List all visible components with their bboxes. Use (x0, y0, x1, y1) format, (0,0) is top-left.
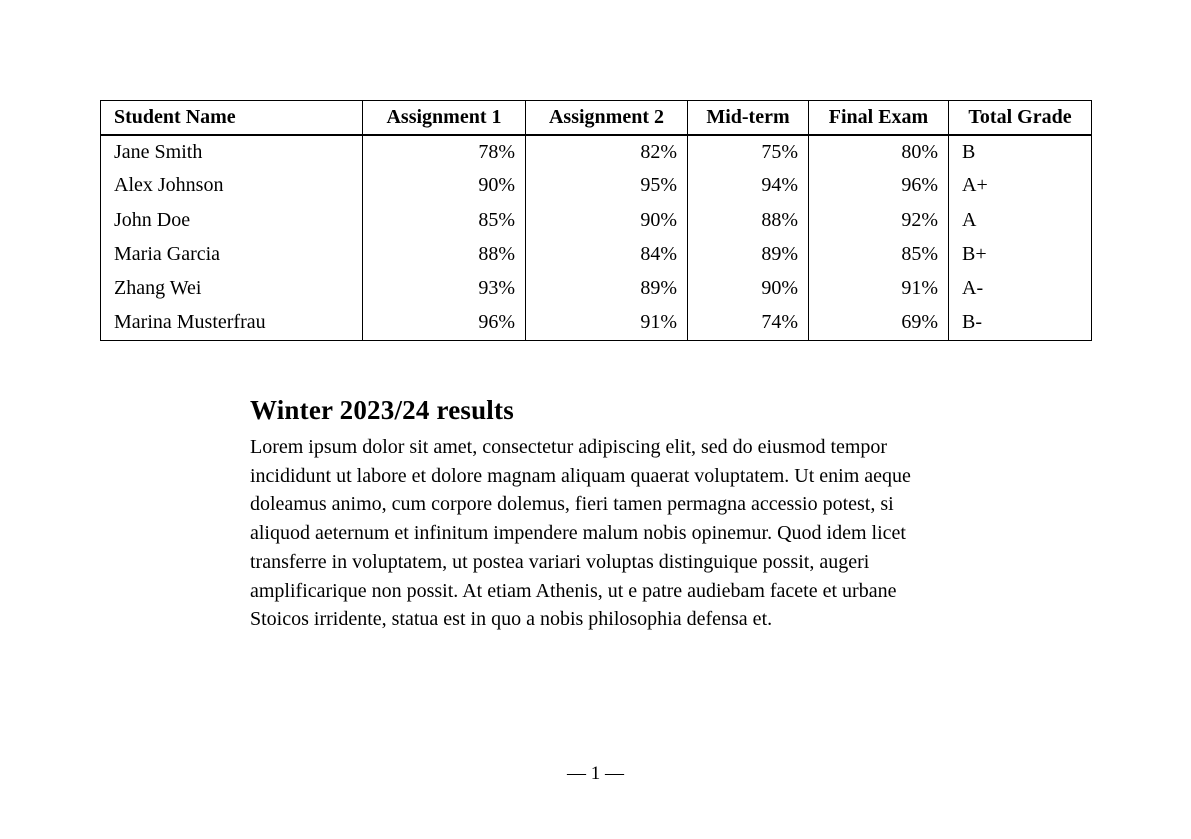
table-row (101, 169, 1092, 203)
table-row (101, 237, 1092, 271)
cell-final-exam: 96% (809, 169, 949, 203)
cell-final-exam: 80% (809, 135, 949, 169)
cell-mid-term: 90% (688, 272, 809, 306)
cell-total-grade: B (949, 135, 1092, 169)
cell-student-name: Maria Garcia (101, 237, 363, 271)
cell-student-name: John Doe (101, 203, 363, 237)
cell-assignment-2: 84% (526, 237, 688, 271)
cell-assignment-1: 88% (363, 237, 526, 271)
cell-student-name: Marina Musterfrau (101, 306, 363, 340)
cell-mid-term: 94% (688, 169, 809, 203)
column-header-final-exam: Final Exam (809, 101, 949, 135)
cell-mid-term: 74% (688, 306, 809, 340)
cell-assignment-2: 89% (526, 272, 688, 306)
table-row (101, 135, 1092, 169)
cell-mid-term: 88% (688, 203, 809, 237)
cell-student-name: Jane Smith (101, 135, 363, 169)
cell-assignment-1: 78% (363, 135, 526, 169)
column-header-total-grade: Total Grade (949, 101, 1092, 135)
cell-assignment-1: 93% (363, 272, 526, 306)
cell-total-grade: A- (949, 272, 1092, 306)
page-number: — 1 — (567, 763, 624, 784)
column-header-assignment-1: Assignment 1 (363, 101, 526, 135)
column-header-student-name: Student Name (101, 101, 363, 135)
table-row (101, 306, 1092, 340)
cell-mid-term: 75% (688, 135, 809, 169)
cell-final-exam: 91% (809, 272, 949, 306)
cell-assignment-2: 82% (526, 135, 688, 169)
cell-assignment-1: 85% (363, 203, 526, 237)
cell-assignment-1: 96% (363, 306, 526, 340)
grades-table (100, 100, 1092, 341)
section-paragraph: Lorem ipsum dolor sit amet, consectetur adipiscing elit, sed do eiusmod tempor incididunt ut labore et dolore magnam aliquam quaerat voluptatem. Ut enim aeque doleamus animo, cum corpore dolemus, fieri tamen permagna accessio potest, si aliquod aeternum et infinitum impendere malum nobis opinemur. Quod idem licet transferre in voluptatem, ut postea variari voluptas distinguique possit, augeri amplificarique non possit. At etiam Athenis, ut e patre audiebam facete et urbane Stoicos irridente, statua est in quo a nobis philosophia defensa et. (250, 436, 911, 631)
cell-final-exam: 85% (809, 237, 949, 271)
cell-total-grade: B+ (949, 237, 1092, 271)
cell-final-exam: 69% (809, 306, 949, 340)
column-header-mid-term: Mid-term (688, 101, 809, 135)
cell-assignment-2: 90% (526, 203, 688, 237)
grades-table-container (100, 100, 1092, 341)
cell-total-grade: A (949, 203, 1092, 237)
cell-mid-term: 89% (688, 237, 809, 271)
cell-assignment-2: 95% (526, 169, 688, 203)
cell-student-name: Zhang Wei (101, 272, 363, 306)
column-header-assignment-2: Assignment 2 (526, 101, 688, 135)
cell-final-exam: 92% (809, 203, 949, 237)
cell-total-grade: A+ (949, 169, 1092, 203)
table-header-row (101, 101, 1092, 135)
cell-assignment-2: 91% (526, 306, 688, 340)
table-row (101, 203, 1092, 237)
section-heading: Winter 2023/24 results (250, 395, 514, 425)
table-row (101, 272, 1092, 306)
cell-student-name: Alex Johnson (101, 169, 363, 203)
cell-total-grade: B- (949, 306, 1092, 340)
cell-assignment-1: 90% (363, 169, 526, 203)
